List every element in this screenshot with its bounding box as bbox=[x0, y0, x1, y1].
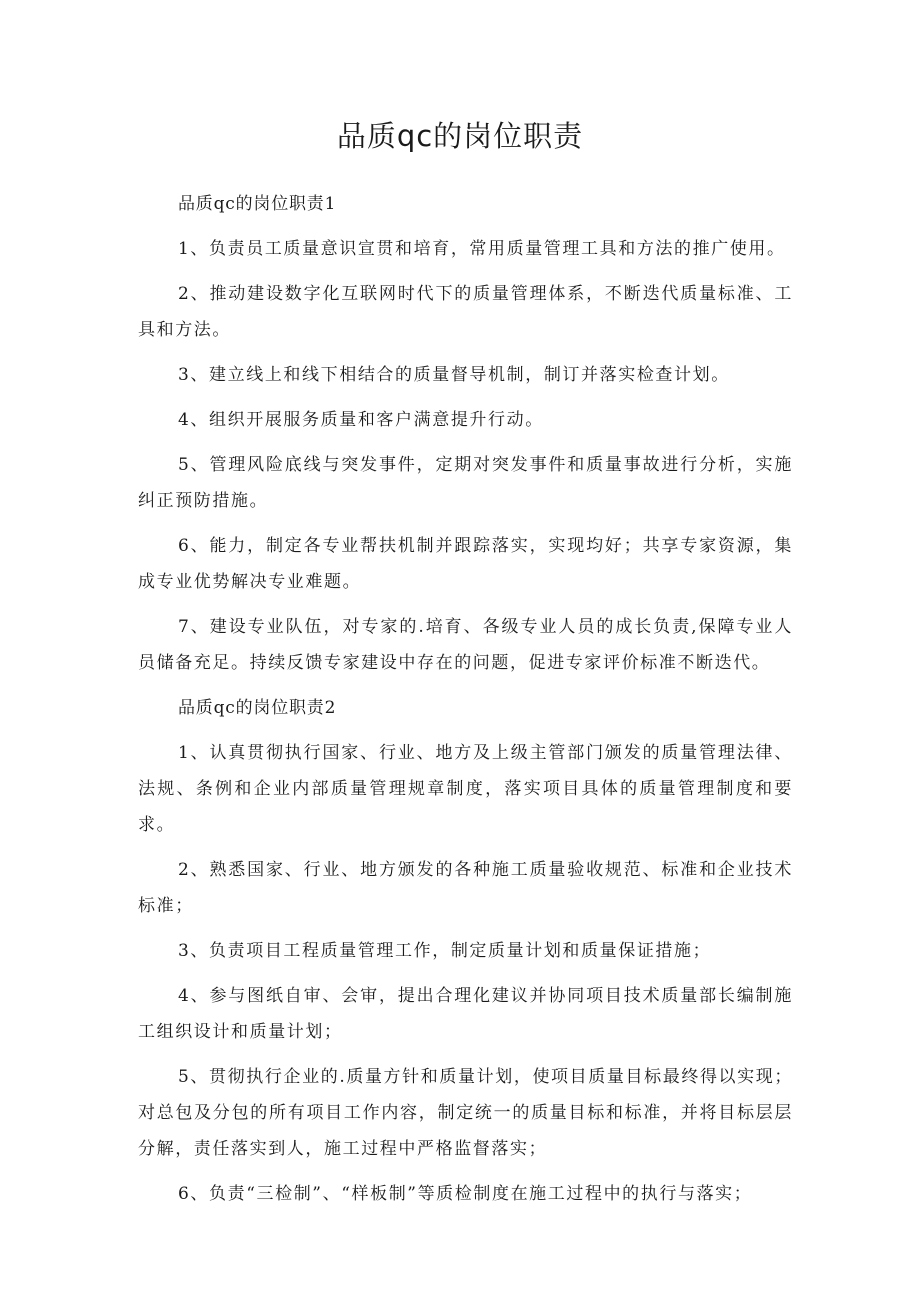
paragraph: 1、负责员工质量意识宣贯和培育，常用质量管理工具和方法的推广使用。 bbox=[178, 239, 786, 259]
paragraph: 4、组织开展服务质量和客户满意提升行动。 bbox=[178, 410, 544, 430]
paragraph: 6、负责“三检制”、“样板制”等质检制度在施工过程中的执行与落实； bbox=[178, 1184, 753, 1204]
paragraph: 7、建设专业队伍，对专家的.培育、各级专业人员的成长负责,保障专业人员储备充足。持续反馈专家建设中存在的问题，促进专家评价标准不断迭代。 bbox=[138, 617, 793, 673]
paragraph: 5、贯彻执行企业的.质量方针和质量计划，使项目质量目标最终得以实现；对总包及分包的所有项目工作内容，制定统一的质量目标和标准，并将目标层层分解，责任落实到人，施工过程中严格监督落实； bbox=[138, 1067, 793, 1159]
paragraph: 3、建立线上和线下相结合的质量督导机制，制订并落实检查计划。 bbox=[178, 365, 730, 385]
section-heading: 品质qc的岗位职责1 bbox=[178, 194, 337, 214]
document-title: 品质qc的岗位职责 bbox=[336, 119, 584, 153]
paragraph: 1、认真贯彻执行国家、行业、地方及上级主管部门颁发的质量管理法律、法规、条例和企业内部质量管理规章制度，落实项目具体的质量管理制度和要求。 bbox=[138, 743, 793, 835]
paragraph: 4、参与图纸自审、会审，提出合理化建议并协同项目技术质量部长编制施工组织设计和质量计划； bbox=[138, 986, 793, 1042]
document-body bbox=[138, 186, 793, 1221]
paragraph: 5、管理风险底线与突发事件，定期对突发事件和质量事故进行分析，实施纠正预防措施。 bbox=[138, 455, 793, 511]
paragraph: 3、负责项目工程质量管理工作，制定质量计划和质量保证措施； bbox=[178, 941, 712, 961]
paragraph: 2、熟悉国家、行业、地方颁发的各种施工质量验收规范、标准和企业技术标准； bbox=[138, 860, 793, 916]
paragraph: 6、能力，制定各专业帮扶机制并跟踪落实，实现均好；共享专家资源，集成专业优势解决专业难题。 bbox=[138, 536, 793, 592]
paragraph: 2、推动建设数字化互联网时代下的质量管理体系，不断迭代质量标准、工具和方法。 bbox=[138, 284, 793, 340]
section-heading: 品质qc的岗位职责2 bbox=[178, 698, 337, 718]
